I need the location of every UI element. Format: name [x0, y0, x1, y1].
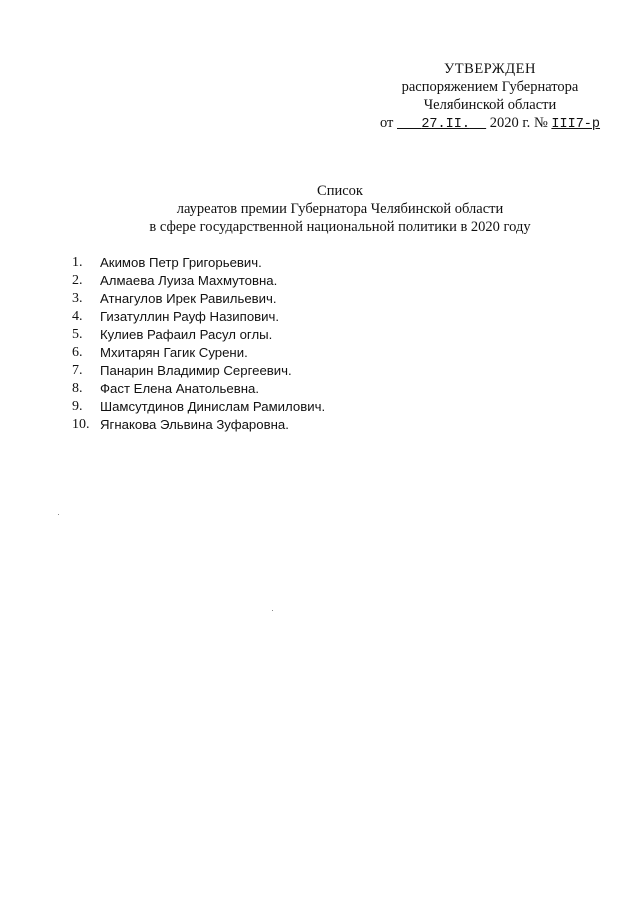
list-item — [72, 272, 492, 290]
item-number: 2. — [72, 273, 83, 288]
list-item — [72, 254, 492, 272]
item-number: 3. — [72, 291, 83, 306]
laureate-name: Алмаева Луиза Махмутовна. — [100, 273, 278, 288]
list-heading: Список — [317, 183, 363, 199]
date-prefix: от — [379, 115, 394, 131]
laureate-name: Панарин Владимир Сергеевич. — [100, 363, 292, 378]
list-item — [72, 398, 492, 416]
number-sign: № — [533, 115, 548, 131]
list-subtitle-line-1: лауреатов премии Губернатора Челябинской области — [176, 201, 504, 217]
item-number: 4. — [72, 309, 83, 324]
item-number: 8. — [72, 381, 83, 396]
list-title-block — [80, 182, 600, 236]
item-number: 1. — [72, 255, 83, 270]
approval-region: Челябинской области — [423, 97, 557, 113]
item-number: 5. — [72, 327, 83, 342]
list-item — [72, 344, 492, 362]
laureates-list — [72, 254, 492, 434]
laureate-name: Кулиев Рафаил Расул оглы. — [100, 327, 273, 342]
item-number: 9. — [72, 399, 83, 414]
order-number: III7-р — [551, 117, 601, 132]
list-item — [72, 380, 492, 398]
item-number: 7. — [72, 363, 83, 378]
list-item — [72, 290, 492, 308]
laureate-name: Гизатуллин Рауф Назипович. — [100, 309, 280, 324]
laureate-name: Мхитарян Гагик Сурени. — [100, 345, 248, 360]
laureate-name: Фаст Елена Анатольевна. — [100, 381, 260, 396]
list-item — [72, 308, 492, 326]
list-subtitle-line-2: в сфере государственной национальной политики в 2020 году — [149, 219, 531, 235]
list-item — [72, 326, 492, 344]
scan-speck — [58, 514, 59, 515]
list-item — [72, 362, 492, 380]
item-number: 10. — [72, 417, 90, 432]
laureate-name: Ягнакова Эльвина Зуфаровна. — [100, 417, 289, 432]
laureate-name: Акимов Петр Григорьевич. — [100, 255, 262, 270]
order-year: 2020 г. — [489, 115, 531, 131]
order-date-number-line — [360, 114, 620, 134]
laureate-name: Шамсутдинов Динислам Рамилович. — [100, 399, 326, 414]
approval-by-order: распоряжением Губернатора — [401, 79, 579, 95]
order-date: 27.II. — [421, 117, 470, 132]
approved-stamp-text: УТВЕРЖДЕН — [444, 61, 536, 77]
approval-block — [360, 60, 620, 134]
item-number: 6. — [72, 345, 83, 360]
scan-speck — [272, 610, 273, 611]
list-item — [72, 416, 492, 434]
laureate-name: Атнагулов Ирек Равильевич. — [100, 291, 277, 306]
